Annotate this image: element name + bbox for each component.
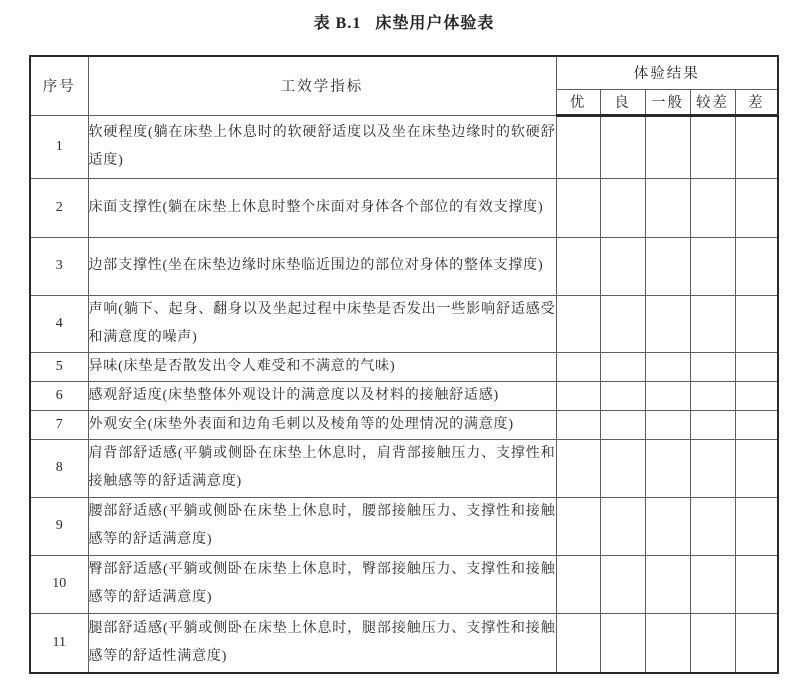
- table-row: [30, 352, 778, 381]
- result-cell: [556, 115, 600, 178]
- result-cell: [690, 497, 735, 555]
- user-experience-table: [29, 55, 779, 674]
- indicator-cell: 声响(躺下、起身、翻身以及坐起过程中床垫是否发出一些影响舒适感受和满意度的噪声): [88, 295, 556, 352]
- result-cell: [735, 295, 778, 352]
- result-cell: [600, 237, 645, 295]
- row-number: 1: [30, 115, 88, 178]
- row-number: 9: [30, 497, 88, 555]
- indicator-cell: 软硬程度(躺在床垫上休息时的软硬舒适度以及坐在床垫边缘时的软硬舒适度): [88, 115, 556, 178]
- table-title: [0, 12, 808, 36]
- result-cell: [600, 555, 645, 613]
- indicator-cell: 异味(床垫是否散发出令人难受和不满意的气味): [88, 352, 556, 381]
- result-cell: [645, 555, 690, 613]
- result-cell: [556, 295, 600, 352]
- result-cell: [645, 178, 690, 237]
- result-cell: [735, 410, 778, 439]
- result-cell: [600, 410, 645, 439]
- header-level-excellent: 优: [556, 89, 600, 115]
- result-cell: [600, 439, 645, 497]
- result-cell: [645, 115, 690, 178]
- result-cell: [690, 115, 735, 178]
- result-cell: [690, 352, 735, 381]
- result-cell: [556, 352, 600, 381]
- header-experience-result: 体验结果: [556, 56, 778, 89]
- result-cell: [645, 439, 690, 497]
- result-cell: [645, 295, 690, 352]
- result-cell: [556, 381, 600, 410]
- result-cell: [556, 237, 600, 295]
- result-cell: [645, 381, 690, 410]
- result-cell: [690, 178, 735, 237]
- result-cell: [600, 613, 645, 673]
- indicator-cell: 外观安全(床垫外表面和边角毛刺以及棱角等的处理情况的满意度): [88, 410, 556, 439]
- table-row: [30, 381, 778, 410]
- result-cell: [690, 381, 735, 410]
- result-cell: [556, 410, 600, 439]
- indicator-cell: 腰部舒适感(平躺或侧卧在床垫上休息时，腰部接触压力、支撑性和接触感等的舒适满意度): [88, 497, 556, 555]
- result-cell: [645, 613, 690, 673]
- result-cell: [690, 237, 735, 295]
- result-cell: [690, 295, 735, 352]
- result-cell: [556, 555, 600, 613]
- result-cell: [600, 352, 645, 381]
- header-level-relatively-poor: 较差: [690, 89, 735, 115]
- table-title-text: 床垫用户体验表: [375, 15, 495, 32]
- result-cell: [690, 439, 735, 497]
- header-row-top: [30, 56, 778, 89]
- table-row: [30, 178, 778, 237]
- result-cell: [735, 497, 778, 555]
- result-cell: [600, 295, 645, 352]
- result-cell: [735, 439, 778, 497]
- header-ergonomic-indicator: 工效学指标: [88, 56, 556, 115]
- row-number: 2: [30, 178, 88, 237]
- indicator-cell: 肩背部舒适感(平躺或侧卧在床垫上休息时，肩背部接触压力、支撑性和接触感等的舒适满意度): [88, 439, 556, 497]
- result-cell: [735, 613, 778, 673]
- result-cell: [690, 410, 735, 439]
- table-row: [30, 295, 778, 352]
- table-row: [30, 439, 778, 497]
- table-title-label: 表 B.1: [313, 15, 362, 32]
- indicator-cell: 感观舒适度(床垫整体外观设计的满意度以及材料的接触舒适感): [88, 381, 556, 410]
- table-row: [30, 497, 778, 555]
- table-row: [30, 613, 778, 673]
- header-level-poor: 差: [735, 89, 778, 115]
- header-level-average: 一般: [645, 89, 690, 115]
- indicator-cell: 边部支撑性(坐在床垫边缘时床垫临近围边的部位对身体的整体支撑度): [88, 237, 556, 295]
- indicator-cell: 臀部舒适感(平躺或侧卧在床垫上休息时，臀部接触压力、支撑性和接触感等的舒适满意度): [88, 555, 556, 613]
- row-number: 5: [30, 352, 88, 381]
- indicator-cell: 床面支撑性(躺在床垫上休息时整个床面对身体各个部位的有效支撑度): [88, 178, 556, 237]
- indicator-cell: 腿部舒适感(平躺或侧卧在床垫上休息时，腿部接触压力、支撑性和接触感等的舒适性满意度): [88, 613, 556, 673]
- result-cell: [600, 178, 645, 237]
- result-cell: [735, 115, 778, 178]
- result-cell: [600, 497, 645, 555]
- header-level-good: 良: [600, 89, 645, 115]
- result-cell: [735, 237, 778, 295]
- result-cell: [645, 410, 690, 439]
- result-cell: [735, 381, 778, 410]
- result-cell: [600, 115, 645, 178]
- result-cell: [690, 613, 735, 673]
- result-cell: [556, 613, 600, 673]
- result-cell: [600, 381, 645, 410]
- result-cell: [556, 497, 600, 555]
- row-number: 10: [30, 555, 88, 613]
- result-cell: [645, 497, 690, 555]
- row-number: 11: [30, 613, 88, 673]
- table-row: [30, 555, 778, 613]
- row-number: 8: [30, 439, 88, 497]
- row-number: 7: [30, 410, 88, 439]
- result-cell: [735, 352, 778, 381]
- table-row: [30, 115, 778, 178]
- table-row: [30, 410, 778, 439]
- result-cell: [690, 555, 735, 613]
- header-serial-number: 序号: [30, 56, 88, 115]
- result-cell: [735, 555, 778, 613]
- result-cell: [645, 237, 690, 295]
- result-cell: [645, 352, 690, 381]
- result-cell: [556, 439, 600, 497]
- row-number: 6: [30, 381, 88, 410]
- result-cell: [556, 178, 600, 237]
- row-number: 4: [30, 295, 88, 352]
- row-number: 3: [30, 237, 88, 295]
- result-cell: [735, 178, 778, 237]
- table-row: [30, 237, 778, 295]
